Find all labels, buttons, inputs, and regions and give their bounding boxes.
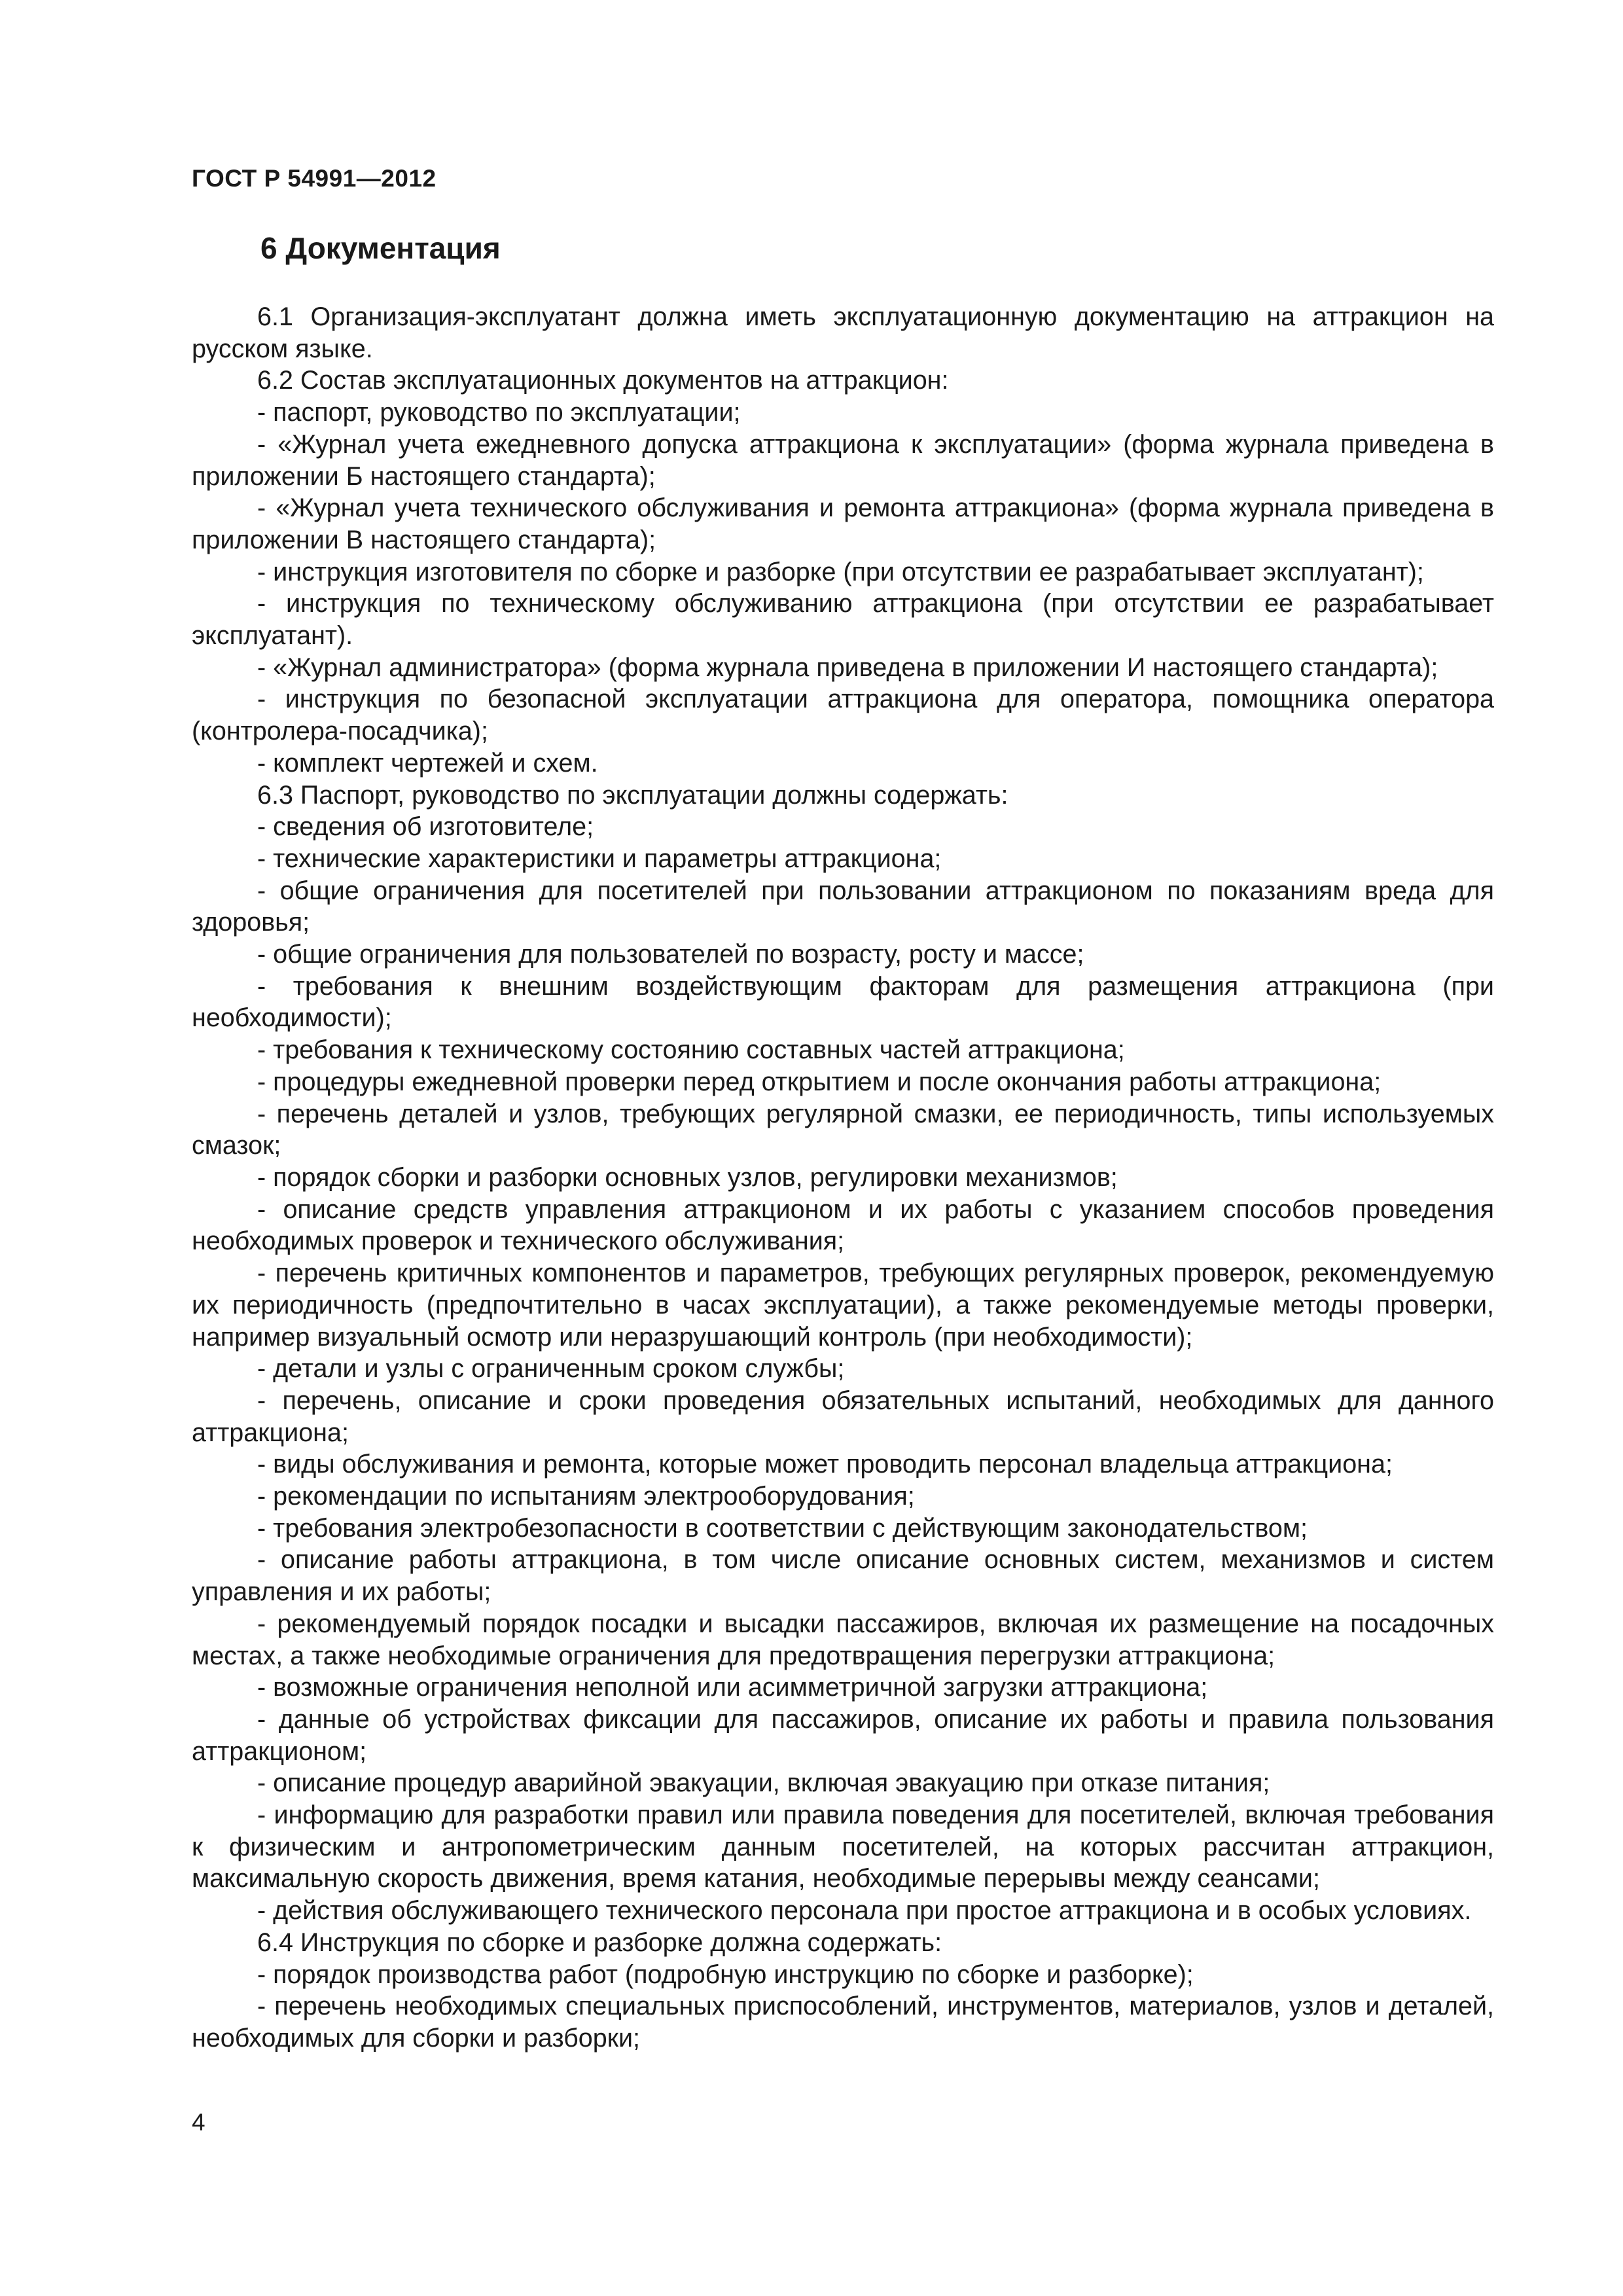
paragraph: - описание процедур аварийной эвакуации, включая эвакуацию при отказе питания;: [257, 1768, 1270, 1798]
paragraph: - рекомендуемый порядок посадки и высадки пассажиров, включая их размещение на посадочных местах, а также необходимые ограничения для предотвращения перегрузки аттракциона;: [192, 1609, 1494, 1670]
paragraph: - требования к техническому состоянию составных частей аттракциона;: [257, 1035, 1125, 1065]
paragraph: - действия обслуживающего технического персонала при простое аттракциона и в особых условиях.: [257, 1896, 1472, 1926]
paragraph: - «Журнал администратора» (форма журнала приведена в приложении И настоящего стандарта);: [257, 653, 1438, 682]
paragraph: - перечень необходимых специальных приспособлений, инструментов, материалов, узлов и деталей, необходимых для сборки и разборки;: [192, 1992, 1494, 2053]
paragraph: - порядок сборки и разборки основных узлов, регулировки механизмов;: [257, 1162, 1118, 1192]
page-number: 4: [192, 2109, 205, 2136]
paragraph: - инструкция по безопасной эксплуатации аттракциона для оператора, помощника оператора (контролера-посадчика);: [192, 685, 1494, 746]
paragraph: - паспорт, руководство по эксплуатации;: [257, 398, 741, 427]
paragraph: - комплект чертежей и схем.: [257, 748, 598, 778]
paragraph: - технические характеристики и параметры аттракциона;: [257, 844, 942, 873]
paragraph: - детали и узлы с ограниченным сроком службы;: [257, 1354, 845, 1384]
paragraph: - требования электробезопасности в соответствии с действующим законодательством;: [257, 1513, 1308, 1543]
paragraph: - рекомендации по испытаниям электрооборудования;: [257, 1482, 915, 1511]
paragraph: - перечень деталей и узлов, требующих регулярной смазки, ее периодичность, типы используемых смазок;: [192, 1099, 1494, 1160]
paragraph: - описание средств управления аттракционом и их работы с указанием способов проведения необходимых проверок и технического обслуживания;: [192, 1194, 1494, 1256]
paragraph: - виды обслуживания и ремонта, которые может проводить персонал владельца аттракциона;: [257, 1450, 1393, 1479]
paragraph: 6.4 Инструкция по сборке и разборке должна содержать:: [257, 1928, 942, 1957]
paragraph: - инструкция изготовителя по сборке и разборке (при отсутствии ее разрабатывает эксплуатант);: [257, 557, 1424, 586]
document-body: [192, 301, 1494, 2054]
paragraph: - общие ограничения для посетителей при пользовании аттракционом по показаниям вреда для здоровья;: [192, 876, 1494, 937]
paragraph: - «Журнал учета ежедневного допуска аттракциона к эксплуатации» (форма журнала приведена в приложении Б настоящего стандарта);: [192, 429, 1494, 491]
paragraph: 6.3 Паспорт, руководство по эксплуатации должны содержать:: [257, 780, 1008, 810]
paragraph: 6.2 Состав эксплуатационных документов на аттракцион:: [257, 366, 949, 395]
paragraph: - процедуры ежедневной проверки перед открытием и после окончания работы аттракциона;: [257, 1067, 1382, 1096]
paragraph: 6.1 Организация-эксплуатант должна иметь эксплуатационную документацию на аттракцион на русском языке.: [192, 302, 1494, 363]
paragraph: - описание работы аттракциона, в том числе описание основных систем, механизмов и систем управления и их работы;: [192, 1545, 1494, 1607]
paragraph: - данные об устройствах фиксации для пассажиров, описание их работы и правила пользования аттракционом;: [192, 1704, 1494, 1766]
paragraph: - требования к внешним воздействующим факторам для размещения аттракциона (при необходимости);: [192, 971, 1494, 1033]
paragraph: - перечень критичных компонентов и параметров, требующих регулярных проверок, рекомендуемую их периодичность (предпочтительно в часах эксплуатации), а также рекомендуемые методы проверки, например визуальный осмотр или неразрушающий контроль (при необходимости);: [192, 1259, 1494, 1352]
paragraph: - перечень, описание и сроки проведения обязательных испытаний, необходимых для данного аттракциона;: [192, 1386, 1494, 1447]
paragraph: - общие ограничения для пользователей по возрасту, росту и массе;: [257, 940, 1084, 969]
document-code: ГОСТ Р 54991—2012: [192, 165, 437, 192]
paragraph: - информацию для разработки правил или правила поведения для посетителей, включая требования к физическим и антропометрическим данным посетителей, на которых рассчитан аттракцион, максимальную скорость движения, время катания, необходимые перерывы между сеансами;: [192, 1801, 1494, 1893]
paragraph: - порядок производства работ (подробную инструкцию по сборке и разборке);: [257, 1960, 1194, 1989]
paragraph: - «Журнал учета технического обслуживания и ремонта аттракциона» (форма журнала приведена в приложении В настоящего стандарта);: [192, 493, 1494, 554]
paragraph: - инструкция по техническому обслуживанию аттракциона (при отсутствии ее разрабатывает эксплуатант).: [192, 589, 1494, 651]
paragraph: - сведения об изготовителе;: [257, 812, 594, 842]
paragraph: - возможные ограничения неполной или асимметричной загрузки аттракциона;: [257, 1673, 1208, 1702]
section-title: 6 Документация: [260, 231, 501, 265]
